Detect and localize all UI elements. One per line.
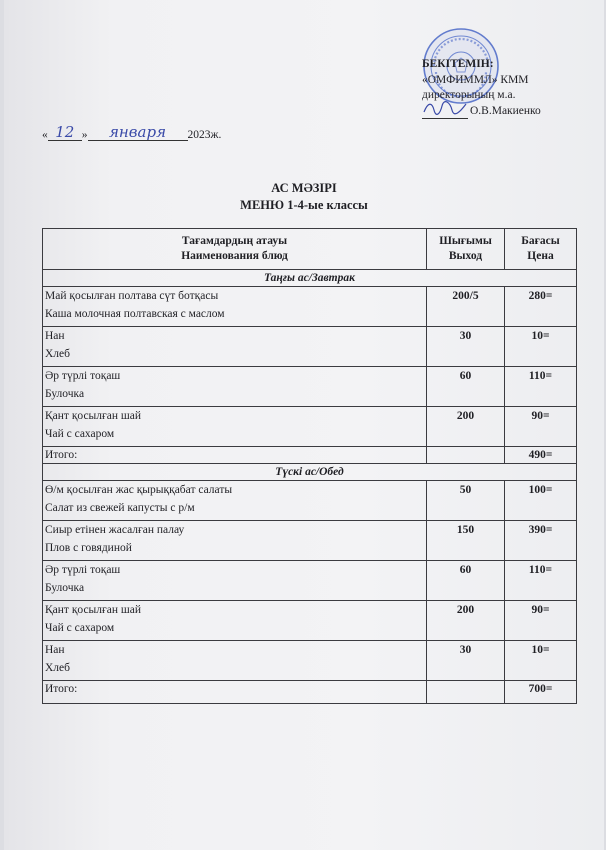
dish-name-kz: Әр түрлі тоқаш [45,564,121,576]
signature-line [422,104,541,120]
document-date [42,124,221,141]
dish-name-ru: Чай с сахаром [45,428,115,440]
dish-name [43,561,427,601]
dish-name [43,481,427,521]
dish-output: 200 [427,601,505,641]
dish-name-kz: Қант қосылған шай [45,604,141,616]
approval-org: «ОМФИММЛ» КММ [422,73,529,86]
menu-row [43,561,577,601]
dish-output: 50 [427,481,505,521]
dish-output: 60 [427,367,505,407]
breakfast-total-label: Итого: [43,447,427,464]
header-price-ru: Цена [527,250,554,262]
dish-name-ru: Хлеб [45,662,70,674]
title-kazakh: АС МӘЗІРІ [271,181,337,195]
approval-title: БЕКІТЕМІН: [422,58,494,70]
date-month: января [88,124,188,141]
dish-name-ru: Хлеб [45,348,70,360]
dish-price: 10= [505,641,577,681]
handwritten-signature [422,106,468,119]
header-dish-name-ru: Наименования блюд [181,250,288,262]
dish-name [43,601,427,641]
lunch-total-empty [427,681,505,704]
dish-name-ru: Чай с сахаром [45,622,115,634]
dish-name-kz: Сиыр етінен жасалған палау [45,524,185,536]
header-output [427,229,505,270]
table-header-row [43,229,577,270]
document-title [4,180,604,214]
approval-position: директорының м.а. [422,89,516,101]
section-lunch-label: Түскі ас/Обед [43,464,577,481]
dish-name-kz: Май қосылған полтава сүт ботқасы [45,290,219,302]
header-price-kz: Бағасы [521,235,560,247]
dish-price: 110= [505,561,577,601]
menu-row [43,367,577,407]
dish-name-ru: Салат из свежей капусты с р/м [45,502,195,514]
date-day: 12 [48,124,82,141]
dish-name-kz: Ө/м қосылған жас қырыққабат салаты [45,484,233,496]
section-breakfast-label: Таңғы ас/Завтрак [43,270,577,287]
date-quote-close: » [81,129,88,141]
dish-output: 200 [427,407,505,447]
dish-output: 150 [427,521,505,561]
lunch-total-value: 700= [505,681,577,704]
dish-price: 390= [505,521,577,561]
dish-name-ru: Булочка [45,582,85,594]
menu-table [42,228,577,704]
approval-block [422,57,541,119]
dish-output: 30 [427,327,505,367]
header-dish-name-kz: Тағамдардың атауы [181,235,288,247]
header-output-kz: Шығымы [439,235,492,247]
lunch-total-label: Итого: [43,681,427,704]
dish-price: 90= [505,407,577,447]
breakfast-total-value: 490= [505,447,577,464]
dish-name-ru: Каша молочная полтавская с маслом [45,308,225,320]
header-dish-name [43,229,427,270]
date-quote-open: « [42,129,48,141]
dish-price: 100= [505,481,577,521]
dish-name [43,521,427,561]
menu-row [43,407,577,447]
dish-name [43,407,427,447]
approval-name: О.В.Макиенко [470,104,541,117]
dish-name-kz: Әр түрлі тоқаш [45,370,121,382]
dish-output: 30 [427,641,505,681]
date-year: 2023ж. [187,129,222,141]
dish-name [43,367,427,407]
breakfast-total-row [43,447,577,464]
lunch-total-row [43,681,577,704]
header-output-ru: Выход [448,250,483,262]
dish-name-ru: Плов с говядиной [45,542,132,554]
dish-output: 200/5 [427,287,505,327]
menu-row [43,521,577,561]
dish-name-kz: Нан [45,330,65,342]
document-sheet [4,0,604,850]
dish-output: 60 [427,561,505,601]
dish-price: 10= [505,327,577,367]
dish-name-ru: Булочка [45,388,85,400]
header-price [505,229,577,270]
menu-row [43,601,577,641]
breakfast-total-empty [427,447,505,464]
menu-row [43,481,577,521]
dish-name-kz: Нан [45,644,65,656]
dish-name [43,287,427,327]
dish-price: 280= [505,287,577,327]
menu-row [43,287,577,327]
menu-row [43,327,577,367]
dish-name [43,641,427,681]
section-lunch [43,464,577,481]
dish-price: 110= [505,367,577,407]
menu-row [43,641,577,681]
title-russian: МЕНЮ 1-4-ые классы [240,198,368,212]
section-breakfast [43,270,577,287]
dish-name-kz: Қант қосылған шай [45,410,141,422]
dish-price: 90= [505,601,577,641]
dish-name [43,327,427,367]
